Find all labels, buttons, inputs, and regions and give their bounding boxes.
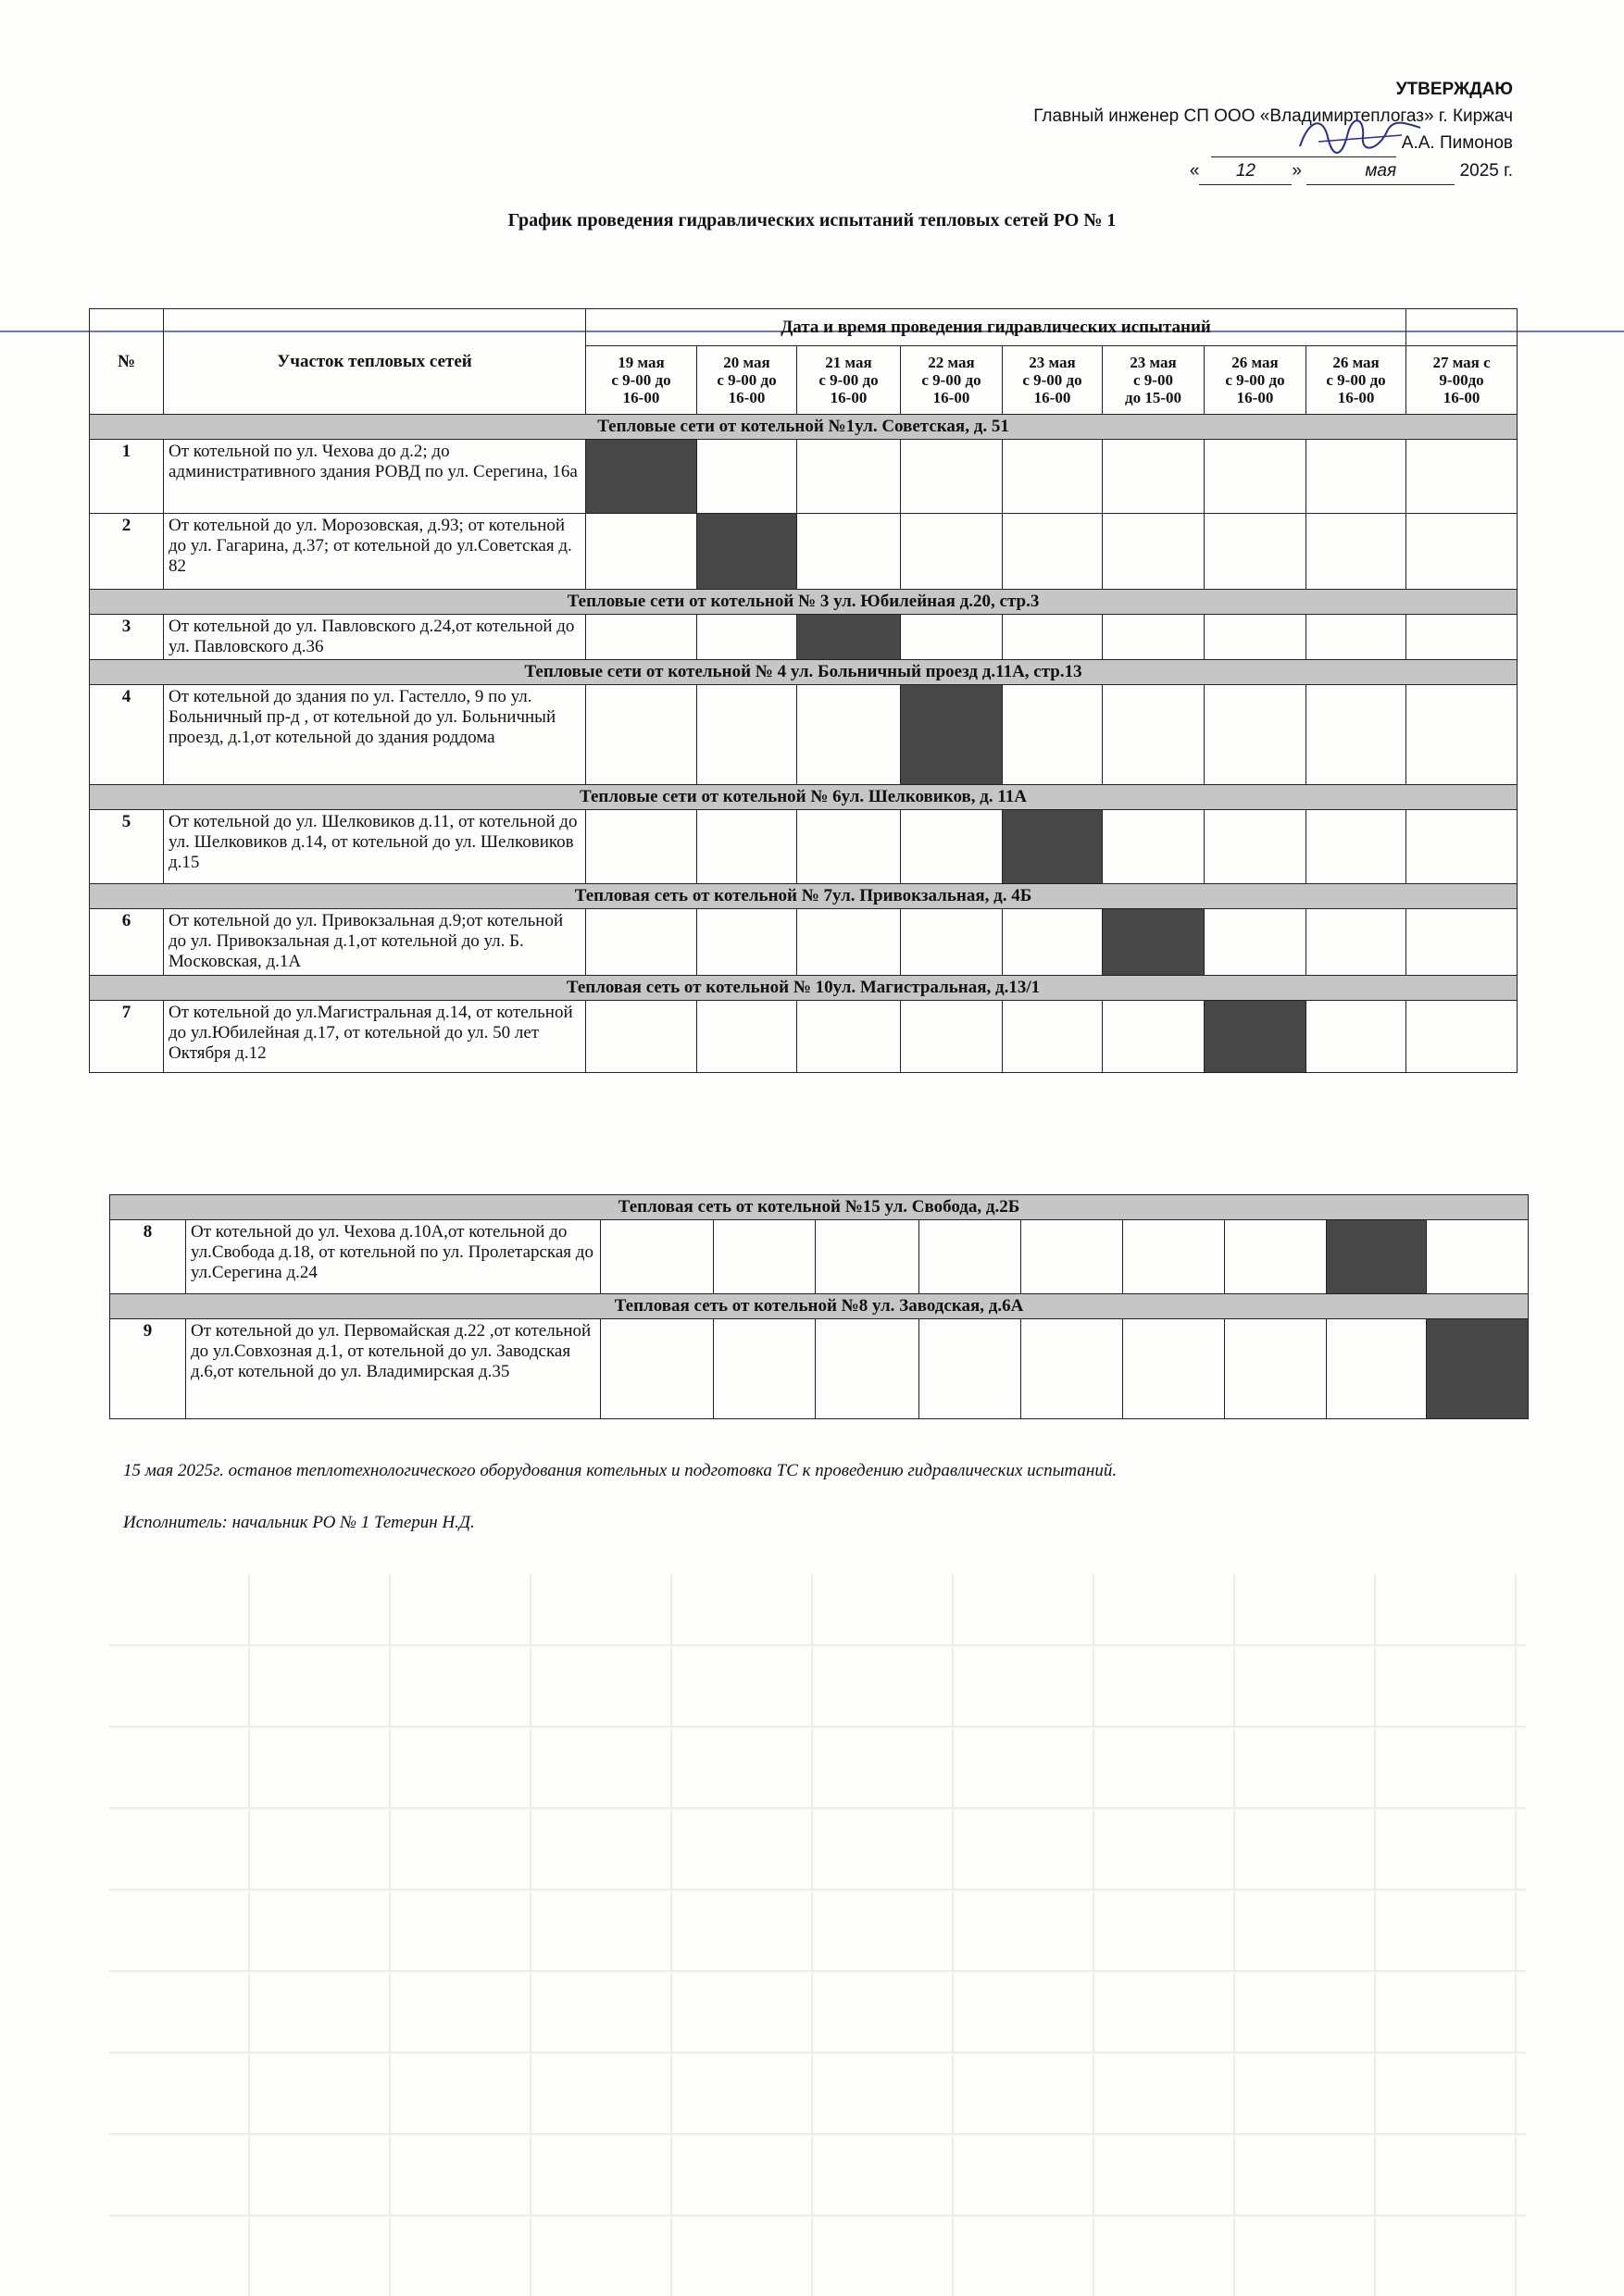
schedule-cell (697, 1001, 797, 1073)
schedule-cell (714, 1220, 816, 1294)
schedule-table-continued (109, 1194, 1529, 1419)
section-header (90, 785, 1518, 810)
schedule-cell (901, 514, 1003, 590)
schedule-cell (1306, 514, 1406, 590)
schedule-cell (1406, 685, 1518, 785)
schedule-cell (1225, 1220, 1327, 1294)
scheduled-cell (1427, 1319, 1529, 1419)
table-row (90, 810, 1518, 884)
approval-day: 12 (1199, 157, 1292, 185)
approval-month: мая (1306, 157, 1455, 185)
schedule-cell (816, 1319, 919, 1419)
scheduled-cell (1003, 810, 1103, 884)
schedule-cell (697, 615, 797, 660)
schedule-cell (697, 909, 797, 976)
schedule-cell (1003, 615, 1103, 660)
schedule-cell (1123, 1220, 1225, 1294)
executor-line: Исполнитель: начальник РО № 1 Тетерин Н.Д. (123, 1513, 475, 1532)
header-dates: Дата и время проведения гидравлических испытаний (586, 309, 1406, 346)
section-title: Тепловая сеть от котельной №8 ул. Заводская, д.6А (110, 1294, 1529, 1319)
schedule-cell (1306, 810, 1406, 884)
schedule-cell (901, 615, 1003, 660)
row-description: От котельной до ул. Морозовская, д.93; от котельной до ул. Гагарина, д.37; от котельной до ул.Советская д. 82 (164, 514, 586, 590)
row-number: 2 (90, 514, 164, 590)
table-row (90, 440, 1518, 514)
section-title: Тепловая сеть от котельной № 7ул. Привокзальная, д. 4Б (90, 884, 1518, 909)
schedule-cell (1406, 810, 1518, 884)
row-number: 9 (110, 1319, 186, 1419)
header-date-1: 19 мая с 9-00 до 16-00 (586, 346, 697, 415)
schedule-cell (1205, 685, 1306, 785)
header-section: Участок тепловых сетей (164, 309, 586, 415)
schedule-cell (1103, 514, 1205, 590)
schedule-cell (1123, 1319, 1225, 1419)
schedule-cell (1327, 1319, 1427, 1419)
schedule-cell (586, 514, 697, 590)
table-row (90, 685, 1518, 785)
shutdown-note: 15 мая 2025г. останов теплотехнологического оборудования котельных и подготовка ТС к проведению гидравлических испытаний. (123, 1461, 1118, 1480)
schedule-cell (1225, 1319, 1327, 1419)
schedule-cell (1306, 440, 1406, 514)
approval-name: А.А. Пимонов (1401, 133, 1513, 153)
bleed-through-grid (109, 1574, 1526, 2296)
schedule-cell (1406, 514, 1518, 590)
schedule-cell (901, 810, 1003, 884)
row-number: 1 (90, 440, 164, 514)
header-date-7: 26 мая с 9-00 до 16-00 (1205, 346, 1306, 415)
section-title: Тепловая сеть от котельной № 10ул. Магистральная, д.13/1 (90, 976, 1518, 1001)
handwritten-signature (1291, 109, 1430, 165)
header-date-6: 23 мая с 9-00 до 15-00 (1103, 346, 1205, 415)
approval-position: Главный инженер СП ООО «Владимиртеплогаз» г. Киржач (1033, 106, 1513, 126)
schedule-cell (797, 909, 901, 976)
schedule-cell (901, 440, 1003, 514)
header-date-5: 23 мая с 9-00 до 16-00 (1003, 346, 1103, 415)
schedule-cell (797, 440, 901, 514)
schedule-cell (901, 909, 1003, 976)
section-header (110, 1294, 1529, 1319)
row-description: От котельной до ул. Шелковиков д.11, от котельной до ул. Шелковиков д.14, от котельной до ул. Шелковиков д.15 (164, 810, 586, 884)
scheduled-cell (586, 440, 697, 514)
schedule-cell (1003, 440, 1103, 514)
row-number: 3 (90, 615, 164, 660)
schedule-cell (1003, 514, 1103, 590)
row-description: От котельной по ул. Чехова до д.2; до административного здания РОВД по ул. Серегина, 16а (164, 440, 586, 514)
schedule-cell (714, 1319, 816, 1419)
approval-heading: УТВЕРЖДАЮ (1395, 80, 1513, 99)
schedule-cell (919, 1319, 1021, 1419)
scheduled-cell (1205, 1001, 1306, 1073)
scheduled-cell (1103, 909, 1205, 976)
schedule-cell (797, 1001, 901, 1073)
scheduled-cell (797, 615, 901, 660)
row-number: 7 (90, 1001, 164, 1073)
header-date-4: 22 мая с 9-00 до 16-00 (901, 346, 1003, 415)
schedule-cell (1406, 909, 1518, 976)
schedule-cell (1205, 514, 1306, 590)
approval-date: « 12 » мая 2025 г. (1033, 157, 1513, 185)
section-header (90, 415, 1518, 440)
schedule-cell (797, 810, 901, 884)
section-title: Тепловые сети от котельной № 3 ул. Юбилейная д.20, стр.3 (90, 590, 1518, 615)
table-row (90, 1001, 1518, 1073)
schedule-cell (1306, 1001, 1406, 1073)
schedule-cell (1205, 909, 1306, 976)
document-title: График проведения гидравлических испытаний тепловых сетей РО № 1 (507, 210, 1117, 231)
table-row (90, 615, 1518, 660)
row-description: От котельной до здания по ул. Гастелло, 9 по ул. Больничный пр-д , от котельной до ул. Больничный проезд, д.1,от котельной до здания роддома (164, 685, 586, 785)
row-number: 6 (90, 909, 164, 976)
header-date-8: 26 мая с 9-00 до 16-00 (1306, 346, 1406, 415)
section-header (90, 976, 1518, 1001)
schedule-cell (697, 810, 797, 884)
schedule-cell (901, 1001, 1003, 1073)
row-number: 8 (110, 1220, 186, 1294)
scheduled-cell (901, 685, 1003, 785)
schedule-cell (697, 440, 797, 514)
section-header (90, 660, 1518, 685)
schedule-cell (797, 514, 901, 590)
schedule-cell (1427, 1220, 1529, 1294)
section-title: Тепловые сети от котельной №1ул. Советская, д. 51 (90, 415, 1518, 440)
schedule-cell (919, 1220, 1021, 1294)
section-title: Тепловые сети от котельной № 6ул. Шелковиков, д. 11А (90, 785, 1518, 810)
scheduled-cell (697, 514, 797, 590)
header-date-2: 20 мая с 9-00 до 16-00 (697, 346, 797, 415)
schedule-cell (601, 1220, 714, 1294)
schedule-cell (1205, 615, 1306, 660)
row-number: 4 (90, 685, 164, 785)
row-number: 5 (90, 810, 164, 884)
table-row (110, 1220, 1529, 1294)
table-row (90, 909, 1518, 976)
schedule-cell (1205, 810, 1306, 884)
schedule-cell (1406, 440, 1518, 514)
schedule-cell (586, 1001, 697, 1073)
schedule-cell (697, 685, 797, 785)
section-title: Тепловая сеть от котельной №15 ул. Свобода, д.2Б (110, 1195, 1529, 1220)
section-header (90, 590, 1518, 615)
scheduled-cell (1327, 1220, 1427, 1294)
schedule-cell (797, 685, 901, 785)
schedule-cell (1306, 615, 1406, 660)
row-description: От котельной до ул. Привокзальная д.9;от котельной до ул. Привокзальная д.1,от котельной до ул. Б. Московская, д.1А (164, 909, 586, 976)
approval-signature-line (1033, 130, 1513, 157)
schedule-cell (1103, 810, 1205, 884)
schedule-cell (1003, 685, 1103, 785)
schedule-cell (1103, 440, 1205, 514)
section-header (90, 884, 1518, 909)
schedule-cell (1103, 685, 1205, 785)
schedule-cell (1103, 615, 1205, 660)
row-description: От котельной до ул. Павловского д.24,от котельной до ул. Павловского д.36 (164, 615, 586, 660)
section-title: Тепловые сети от котельной № 4 ул. Больничный проезд д.11А, стр.13 (90, 660, 1518, 685)
header-date-9: 27 мая с 9-00до 16-00 (1406, 346, 1518, 415)
table-row (90, 514, 1518, 590)
row-description: От котельной до ул. Первомайская д.22 ,от котельной до ул.Совхозная д.1, от котельной до ул. Заводская д.6,от котельной до ул. Владимирская д.35 (186, 1319, 601, 1419)
approval-block (1033, 76, 1513, 185)
table-row (110, 1319, 1529, 1419)
schedule-cell (1406, 615, 1518, 660)
row-description: От котельной до ул. Чехова д.10А,от котельной до ул.Свобода д.18, от котельной по ул. Пролетарская до ул.Серегина д.24 (186, 1220, 601, 1294)
section-header (110, 1195, 1529, 1220)
schedule-cell (1021, 1319, 1123, 1419)
schedule-table (89, 308, 1518, 1073)
schedule-cell (1306, 909, 1406, 976)
schedule-cell (1003, 909, 1103, 976)
schedule-cell (1021, 1220, 1123, 1294)
schedule-cell (586, 685, 697, 785)
schedule-cell (586, 909, 697, 976)
schedule-cell (601, 1319, 714, 1419)
schedule-cell (1103, 1001, 1205, 1073)
schedule-cell (586, 615, 697, 660)
header-num: № (90, 309, 164, 415)
schedule-cell (1003, 1001, 1103, 1073)
schedule-cell (1406, 1001, 1518, 1073)
header-date-3: 21 мая с 9-00 до 16-00 (797, 346, 901, 415)
schedule-cell (586, 810, 697, 884)
row-description: От котельной до ул.Магистральная д.14, от котельной до ул.Юбилейная д.17, от котельной до ул. 50 лет Октября д.12 (164, 1001, 586, 1073)
schedule-cell (816, 1220, 919, 1294)
schedule-cell (1306, 685, 1406, 785)
schedule-cell (1205, 440, 1306, 514)
approval-year: 2025 г. (1459, 161, 1513, 181)
